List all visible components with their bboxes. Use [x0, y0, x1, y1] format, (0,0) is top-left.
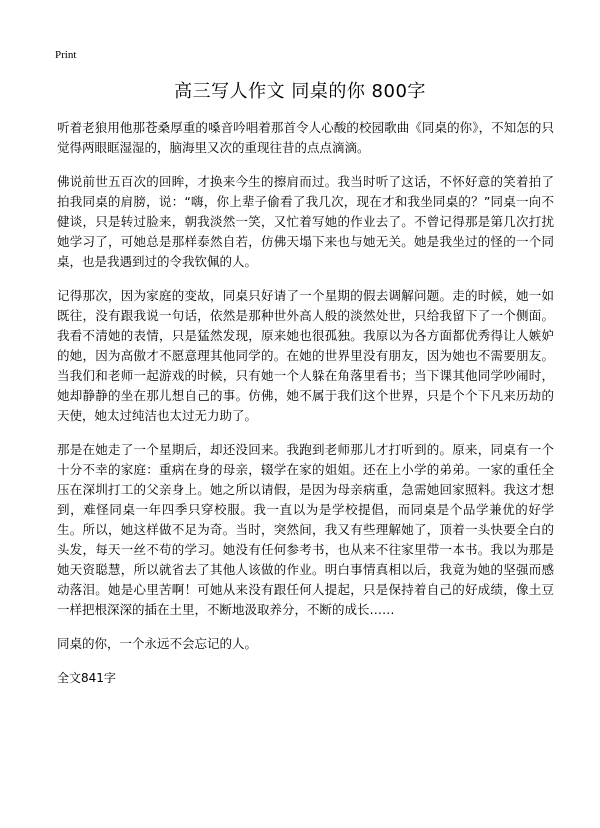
print-link[interactable]: Print	[55, 49, 77, 61]
paragraph-memory: 佛说前世五百次的回眸，才换来今生的擦肩而过。我当时听了这话，不怀好意的笑着拍了拍我同桌的肩膀，说：“嗨，你上辈子偷看了我几次，现在才和我坐同桌的？”同桌一向不健谈，只是转过脸来，朝我淡然一笑，又忙着写她的作业去了。不曾记得那是第几次打扰她学习了，可她总是那样泰然自若，仿佛天塌下来也与她无关。她是我坐过的怪的一个同桌，也是我遇到过的令我钦佩的人。	[57, 174, 554, 269]
paragraph-intro: 听着老狼用他那苍桑厚重的嗓音吟唱着那首令人心酸的校园歌曲《同桌的你》，不知怎的只觉得两眼眶湿湿的，脑海里又次的重现往昔的点点滴滴。	[57, 120, 554, 155]
paragraph-family: 那是在她走了一个星期后，却还没回来。我跑到老师那儿才打听到的。原来，同桌有一个十分不幸的家庭：重病在身的母亲，辍学在家的姐姐。还在上小学的弟弟。一家的重任全压在深圳打工的父亲身上。她之所以请假，是因为母亲病重，急需她回家照料。我这才想到，难怪同桌一年四季只穿校服。我一直以为是学校提倡，而同桌是个品学兼优的好学生。所以，她这样做不足为奇。当时，突然间，我又有些理解她了，顶着一头快要全白的头发，每天一丝不苟的学习。她没有任何参考书，也从来不往家里带一本书。我以为那是她天资聪慧，所以就省去了其他人该做的作业。明白事情真相以后，我竟为她的坚强而感动落泪。她是心里苦啊！可她从来没有跟任何人提起，只是保持着自己的好成绩，像土豆一样把根深深的插在土里，不断地汲取养分，不断的成长……	[57, 442, 554, 617]
page-title: 高三写人作文 同桌的你 800字	[174, 81, 426, 102]
paragraph-closing: 同桌的你，一个永远不会忘记的人。	[57, 636, 258, 651]
paragraph-leave: 记得那次，因为家庭的变故，同桌只好请了一个星期的假去调解问题。走的时候，她一如既往，没有跟我说一句话，依然是那种世外高人般的淡然处世，只给我留下了一个侧面。我看不清她的表情，只是猛然发现，原来她也很孤独。我原以为各方面都优秀得让人嫉妒的她，因为高傲才不愿意理其他同学的。在她的世界里没有朋友，因为她也不需要朋友。当我们和老师一起游戏的时候，只有她一个人躲在角落里看书；当下课其他同学吵闹时，她却静静的坐在那儿想自己的事。仿佛，她不属于我们这个世界，只是个个下凡来历劫的天使，她太过纯洁也太过无力助了。	[57, 288, 554, 423]
article-body	[57, 118, 554, 702]
word-count: 全文841字	[57, 671, 116, 685]
